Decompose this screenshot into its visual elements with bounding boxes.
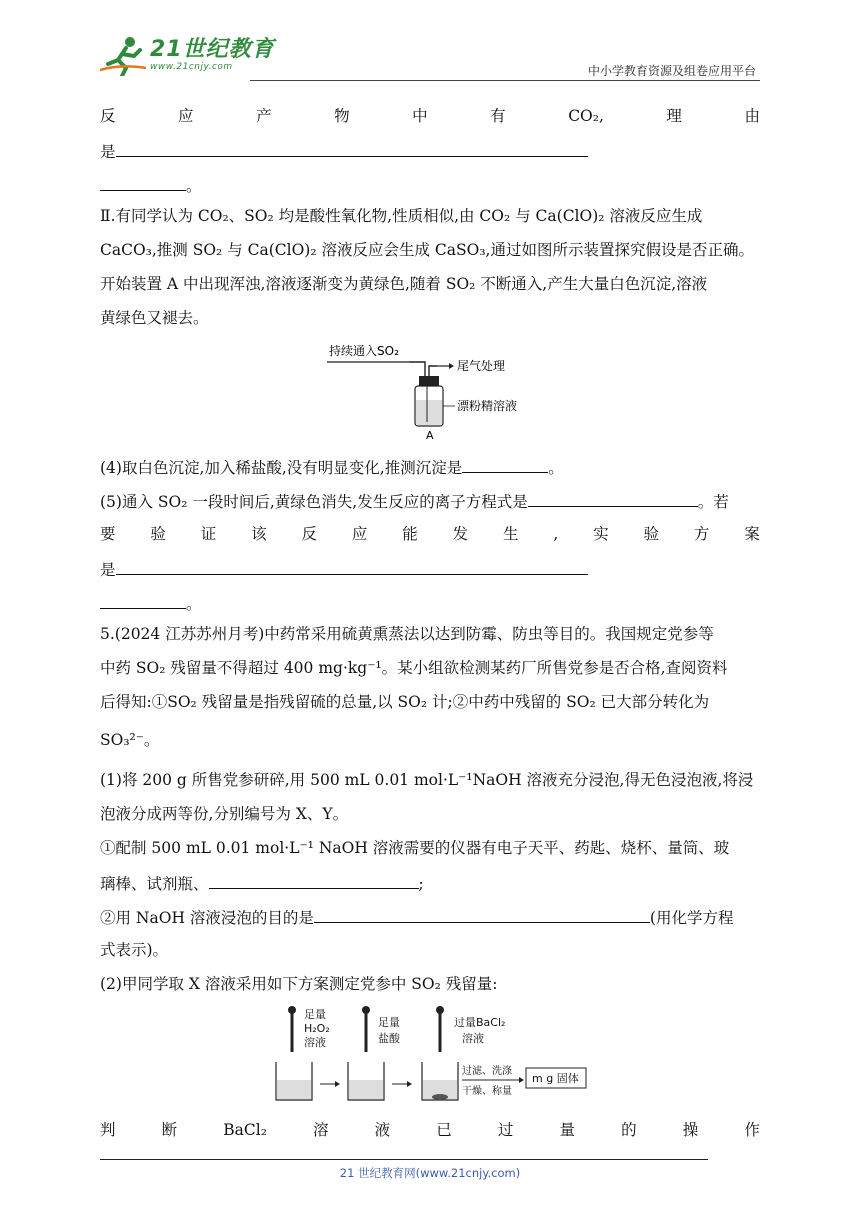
q1-line-3: ①配制 500 mL 0.01 mol·L⁻¹ NaOH 溶液需要的仪器有电子天平、药匙、烧杯、量筒、玻 — [100, 839, 730, 857]
fig2-reagent2-name: 盐酸 — [378, 1032, 400, 1045]
procedure-figure — [268, 1004, 620, 1108]
fig2-step1-label: 过滤、洗涤 — [462, 1066, 512, 1077]
answer-blank[interactable] — [116, 558, 588, 575]
fig2-reagent2-label: 足量 — [378, 1016, 400, 1029]
answer-blank[interactable] — [209, 872, 419, 889]
q1-line-6: 式表示)。 — [100, 941, 169, 959]
footer-rule — [100, 1159, 708, 1160]
fig1-a-label: A — [426, 429, 434, 442]
logo-url: www.21cnjy.com — [150, 62, 233, 72]
p1-char: 由 — [744, 107, 760, 125]
stopper — [419, 376, 439, 386]
q4-line: (4)取白色沉淀,加入稀盐酸,没有明显变化,推测沉淀是 。 — [100, 456, 760, 478]
logo — [100, 34, 275, 76]
fig2-reagent3-solution: 溶液 — [462, 1032, 484, 1045]
p1-blank-line: 。 — [100, 174, 760, 196]
p1-char: 理 — [666, 107, 682, 125]
logo-title: 21世纪教育 — [150, 37, 275, 62]
apparatus-figure-a — [325, 342, 545, 442]
p1-char: 反 — [100, 107, 116, 125]
header-rule — [250, 80, 760, 81]
p1-char: 应 — [178, 107, 194, 125]
fig2-reagent3-label: 过量BaCl₂ — [454, 1016, 506, 1029]
partII-line-3: 开始装置 A 中出现浑浊,溶液逐渐变为黄绿色,随着 SO₂ 不断通入,产生大量白色沉淀,溶液 — [100, 275, 708, 293]
fig2-step2-label: 干燥、称量 — [462, 1086, 512, 1097]
partII-line-4: 黄绿色又褪去。 — [100, 309, 209, 327]
partII-line-2: CaCO₃,推测 SO₂ 与 Ca(ClO)₂ 溶液反应会生成 CaSO₃,通过如图所示装置探究假设是否正确。 — [100, 241, 754, 259]
q1-line-5: ②用 NaOH 溶液浸泡的目的是 (用化学方程 — [100, 906, 760, 928]
q5-blank-line: 。 — [100, 592, 760, 614]
question5-line-2: 中药 SO₂ 残留量不得超过 400 mg·kg⁻¹。某小组欲检测某药厂所售党参是否合格,查阅资料 — [100, 659, 728, 677]
fig1-inlet-label: 持续通入SO₂ — [329, 344, 399, 358]
p1-char: 中 — [412, 107, 428, 125]
q5-line-1: (5)通入 SO₂ 一段时间后,黄绿色消失,发生反应的离子方程式是 。若 — [100, 490, 760, 512]
answer-blank[interactable] — [528, 490, 698, 507]
footer-text[interactable]: 21 世纪教育网(www.21cnjy.com) — [339, 1166, 521, 1180]
question5-line-3: 后得知:①SO₂ 残留量是指残留硫的总量,以 SO₂ 计;②中药中残留的 SO₂ 已大部分转化为 — [100, 693, 710, 711]
fig2-result-label: m g 固体 — [532, 1072, 579, 1085]
p1-char: 物 — [334, 107, 350, 125]
answer-blank[interactable] — [314, 906, 650, 923]
fig2-reagent1-solution: 溶液 — [304, 1036, 326, 1049]
runner-logo-icon — [100, 34, 148, 76]
p1-justified-line — [100, 106, 760, 126]
fig1-solution-label: 漂粉精溶液 — [457, 399, 518, 413]
answer-blank[interactable] — [116, 140, 588, 157]
q5-plan-line: 是 — [100, 558, 760, 580]
fig1-outlet-label: 尾气处理 — [457, 359, 506, 373]
page-header — [100, 34, 760, 78]
partII-line-1: Ⅱ.有同学认为 CO₂、SO₂ 均是酸性氧化物,性质相似,由 CO₂ 与 Ca(ClO)₂ 溶液反应生成 — [100, 207, 703, 225]
q5-justified-line: 要 验 证 该 反 应 能 发 生 , 实 验 方 案 — [100, 525, 760, 543]
q1-line-2: 泡液分成两等份,分别编号为 X、Y。 — [100, 805, 349, 823]
question5-line-4: SO₃²⁻。 — [100, 731, 160, 749]
q2-line: (2)甲同学取 X 溶液采用如下方案测定党参中 SO₂ 残留量: — [100, 975, 498, 993]
answer-blank[interactable] — [462, 456, 548, 473]
answer-blank[interactable] — [100, 174, 186, 191]
question5-line-1: 5.(2024 江苏苏州月考)中药常采用硫黄熏蒸法以达到防霉、防虫等目的。我国规定党参等 — [100, 625, 714, 643]
p1-reason-line: 是 — [100, 140, 760, 162]
q1-line-1: (1)将 200 g 所售党参研碎,用 500 mL 0.01 mol·L⁻¹NaOH 溶液充分浸泡,得无色浸泡液,将浸 — [100, 771, 754, 789]
q1-line-4: 璃棒、试剂瓶、 ; — [100, 872, 760, 894]
last-justified-line: 判 断 BaCl₂ 溶 液 已 过 量 的 操 作 — [100, 1121, 760, 1139]
answer-blank[interactable] — [100, 592, 186, 609]
header-tagline: 中小学教育资源及组卷应用平台 — [587, 64, 756, 78]
p1-co2: CO₂, — [568, 107, 604, 125]
p1-char: 有 — [490, 107, 506, 125]
fig2-reagent1-label: 足量 — [304, 1008, 326, 1021]
fig2-reagent1-formula: H₂O₂ — [304, 1022, 330, 1035]
p1-char: 产 — [256, 107, 272, 125]
